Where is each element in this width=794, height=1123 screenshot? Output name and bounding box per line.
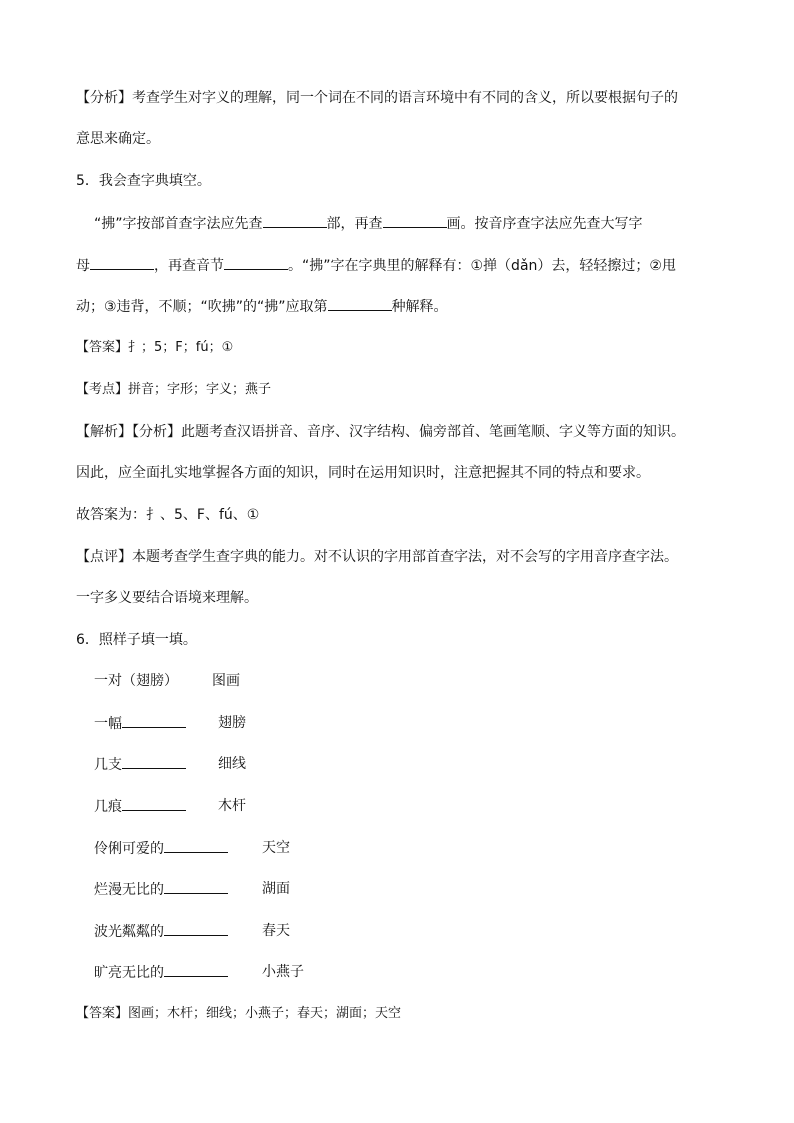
q6-row-7-blank[interactable] — [164, 962, 228, 977]
q6-answer: 【答案】图画；木杆；细线；小燕子；春天；湖面；天空 — [76, 1006, 402, 1021]
q5-line-2-b: ，再查音节 — [154, 258, 224, 274]
q6-row-4-right: 天空 — [262, 840, 290, 856]
q5-explanation-3: 故答案为：扌、5、F、fú、① — [76, 507, 260, 523]
q6-row-1 — [94, 713, 186, 734]
q6-row-5-right: 湖面 — [262, 881, 290, 897]
q6-row-5-left: 烂漫无比的 — [94, 882, 164, 898]
q6-row-7-left: 旷亮无比的 — [94, 965, 164, 981]
q6-example-left: 一对（翅膀） — [94, 673, 178, 689]
q5-line-3-b: 种解释。 — [391, 299, 448, 315]
q5-line-1-a: “拂”字按部首查字法应先查 — [94, 216, 263, 232]
q5-answer: 【答案】扌；5；F；fú；① — [76, 340, 234, 355]
q5-line-2-c: 。“拂”字在字典里的解释有：①掸（dǎn）去，轻轻擦过；②甩 — [288, 258, 676, 274]
q6-row-6-blank[interactable] — [164, 921, 228, 936]
q5-line-2 — [76, 255, 676, 276]
q6-row-2-right: 细线 — [218, 756, 246, 772]
q6-row-3-right: 木杆 — [218, 798, 246, 814]
q5-explanation-1: 【解析】【分析】此题考查汉语拼音、音序、汉字结构、偏旁部首、笔画笔顺、字义等方面的知识。 — [76, 424, 685, 440]
q6-row-4-blank[interactable] — [164, 838, 228, 853]
q6-row-1-left: 一幅 — [94, 716, 122, 732]
blank-radical[interactable] — [263, 213, 327, 228]
q5-topic: 【考点】拼音；字形；字义；燕子 — [76, 382, 272, 397]
q6-title: 6．照样子填一填。 — [76, 632, 197, 648]
blank-letter[interactable] — [90, 255, 154, 270]
blank-meaning[interactable] — [328, 296, 392, 311]
q6-row-4-left: 伶俐可爱的 — [94, 841, 164, 857]
analysis-line-2: 意思来确定。 — [76, 131, 160, 147]
q6-row-6-right: 春天 — [262, 923, 290, 939]
q6-row-2 — [94, 754, 186, 775]
q6-example-right: 图画 — [212, 673, 240, 689]
q5-explanation-2: 因此，应全面扎实地掌握各方面的知识，同时在运用知识时，注意把握其不同的特点和要求。 — [76, 465, 650, 481]
q6-row-3 — [94, 796, 186, 817]
blank-syllable[interactable] — [224, 255, 288, 270]
q6-row-7-right: 小燕子 — [262, 964, 304, 980]
blank-strokes[interactable] — [383, 213, 447, 228]
q5-line-2-a: 母 — [76, 258, 90, 274]
q5-review-2: 一字多义要结合语境来理解。 — [76, 590, 258, 606]
q6-row-3-left: 几痕 — [94, 799, 122, 815]
q6-row-5 — [94, 879, 228, 900]
q6-row-7 — [94, 962, 228, 983]
q6-row-2-blank[interactable] — [122, 754, 186, 769]
q5-review-1: 【点评】本题考查学生查字典的能力。对不认识的字用部首查字法，对不会写的字用音序查字法。 — [76, 549, 678, 565]
analysis-line-1: 【分析】考查学生对字义的理解，同一个词在不同的语言环境中有不同的含义，所以要根据句子的 — [76, 90, 678, 106]
q6-row-6-left: 波光粼粼的 — [94, 924, 164, 940]
q6-row-1-blank[interactable] — [122, 713, 186, 728]
q5-line-3 — [76, 296, 448, 317]
q5-line-1-c: 画。按音序查字法应先查大写字 — [446, 216, 643, 232]
q5-line-1-b: 部，再查 — [326, 216, 383, 232]
q6-row-2-left: 几支 — [94, 757, 122, 773]
q6-example — [94, 671, 178, 691]
q5-line-1 — [94, 213, 643, 234]
q6-row-4 — [94, 838, 228, 859]
q6-row-6 — [94, 921, 228, 942]
q6-row-1-right: 翅膀 — [218, 715, 246, 731]
q6-row-5-blank[interactable] — [164, 879, 228, 894]
q6-row-3-blank[interactable] — [122, 796, 186, 811]
q5-line-3-a: 动；③违背，不顺；“吹拂”的“拂”应取第 — [76, 299, 328, 315]
q5-title: 5．我会查字典填空。 — [76, 173, 211, 189]
